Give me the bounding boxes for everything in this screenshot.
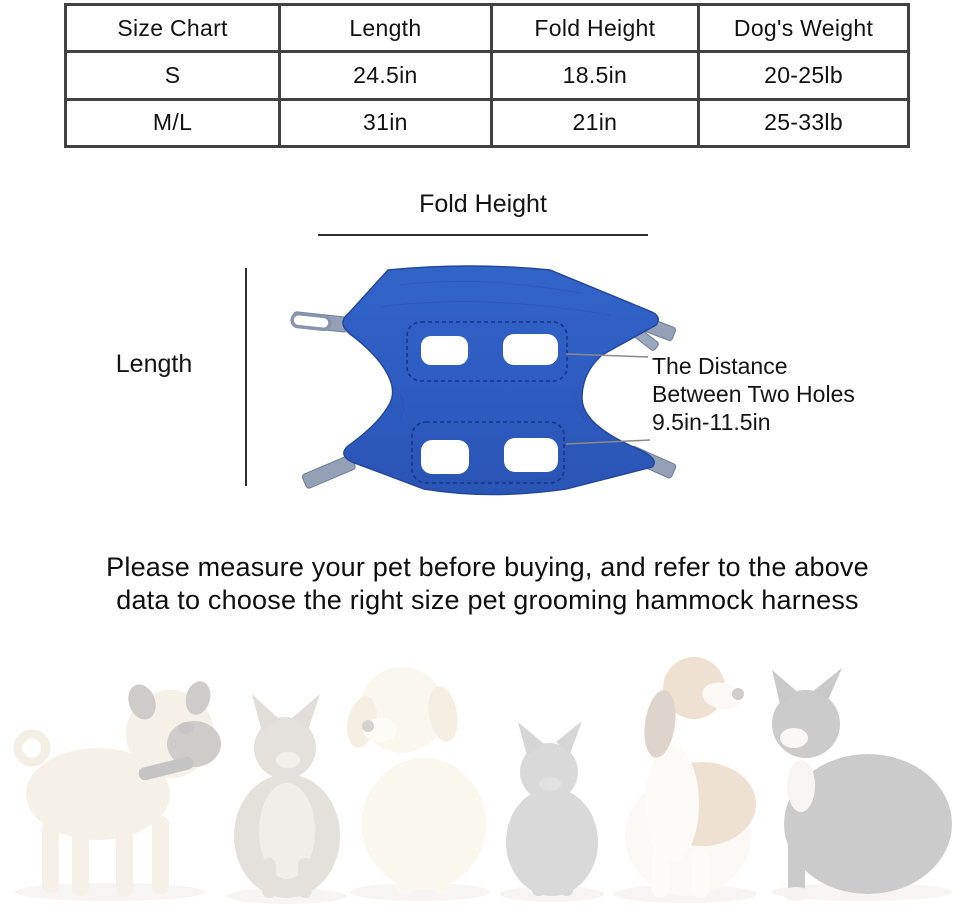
cell-size-s: S [66, 52, 280, 99]
leg-hole-bottom-left [421, 440, 469, 474]
tabby-kitten-image [234, 694, 340, 898]
annotation-line: Between Two Holes [652, 381, 855, 407]
length-measure-line [245, 268, 247, 486]
cell-fold-s: 18.5in [491, 52, 698, 99]
fold-height-measure-line [318, 234, 648, 236]
gray-kitten-image [506, 721, 598, 896]
measure-note-line: data to choose the right size pet grooming hammock harness [116, 585, 859, 615]
table-row [66, 52, 909, 99]
size-chart-table [64, 3, 910, 148]
hammock-diagram-image [280, 255, 700, 505]
metal-ring-icon [291, 313, 330, 330]
dark-cat-image [772, 668, 952, 901]
leg-hole-top-left [421, 336, 468, 365]
header-dogs-weight: Dog's Weight [699, 5, 909, 52]
leg-hole-top-right [503, 334, 558, 365]
measure-note-line: Please measure your pet before buying, and refer to the above [106, 552, 869, 582]
beagle-dog-image [625, 657, 756, 898]
table-header-row [66, 5, 909, 52]
corner-strap-top-left [291, 312, 347, 333]
pets-footer-image [0, 636, 975, 906]
annotation-line: 9.5in-11.5in [652, 409, 771, 435]
cell-weight-s: 20-25lb [699, 52, 909, 99]
annotation-line: The Distance [652, 353, 788, 379]
length-label: Length [115, 350, 193, 378]
cell-length-s: 24.5in [280, 52, 492, 99]
header-fold-height: Fold Height [491, 5, 698, 52]
header-size-chart: Size Chart [66, 5, 280, 52]
cell-length-ml: 31in [280, 99, 492, 146]
hole-distance-annotation [652, 352, 942, 436]
pug-dog-image [18, 678, 221, 896]
cell-fold-ml: 21in [491, 99, 698, 146]
cream-puppy-image [343, 667, 486, 894]
cell-weight-ml: 25-33lb [699, 99, 909, 146]
header-length: Length [280, 5, 492, 52]
table-row [66, 99, 909, 146]
leg-hole-bottom-right [504, 438, 558, 472]
cell-size-ml: M/L [66, 99, 280, 146]
measure-note [0, 551, 975, 617]
fold-height-label: Fold Height [419, 190, 547, 218]
